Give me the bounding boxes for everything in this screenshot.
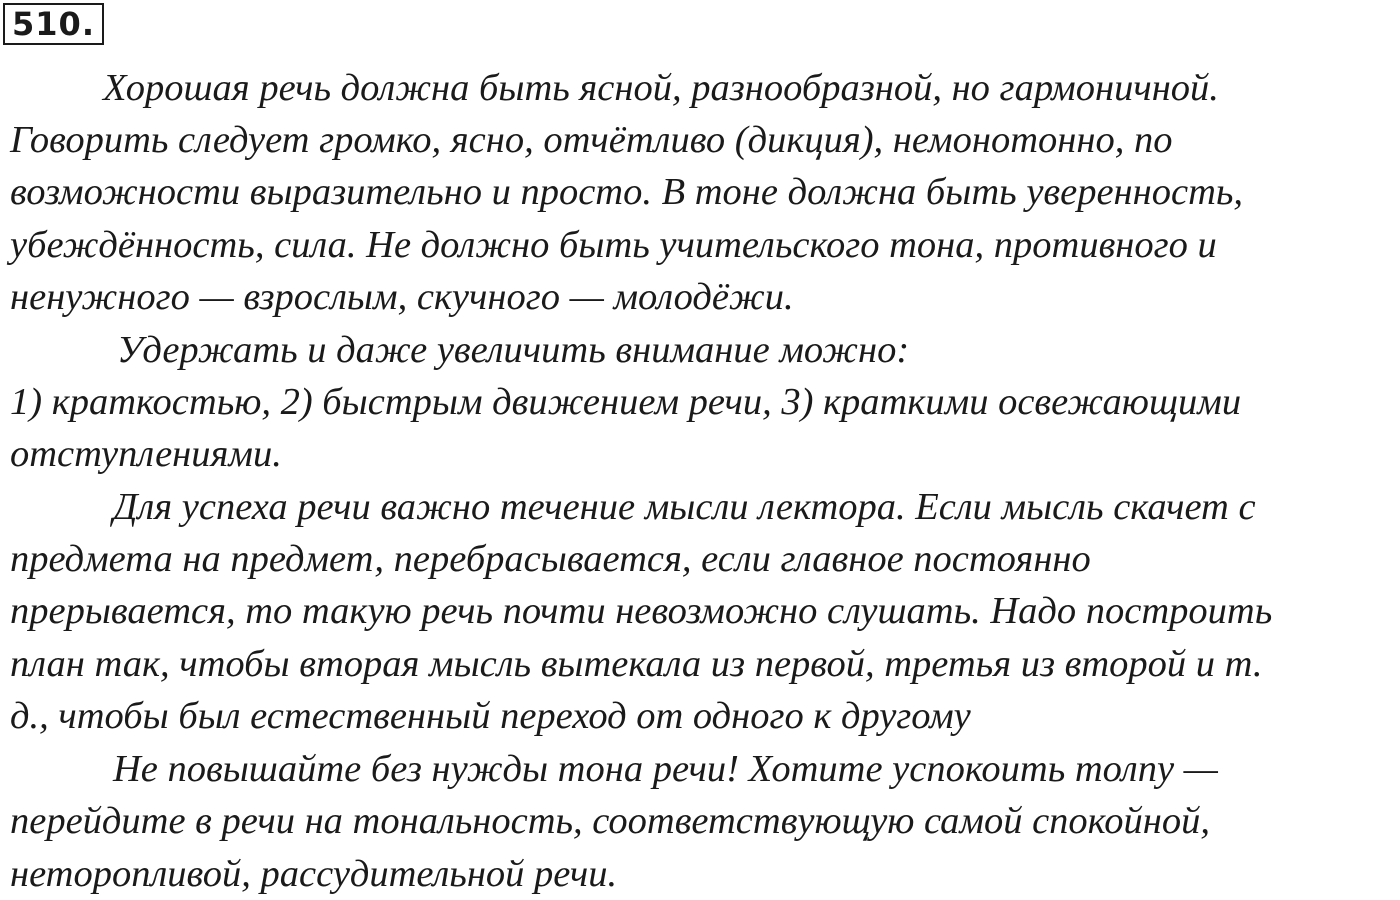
text-line: прерывается, то такую речь почти невозможно слушать. Надо построить — [10, 590, 1273, 632]
text-line: возможности выразительно и просто. В тоне должна быть уверенность, — [10, 171, 1244, 213]
text-line: Не повышайте без нужды тона речи! Хотите успокоить толпу — — [113, 748, 1218, 790]
text-line: убеждённость, сила. Не должно быть учительского тона, противного и — [10, 224, 1217, 266]
text-line: Для успеха речи важно течение мысли лектора. Если мысль скачет с — [113, 486, 1256, 528]
text-line: неторопливой, рассудительной речи. — [10, 853, 618, 895]
text-line: перейдите в речи на тональность, соответствующую самой спокойной, — [10, 800, 1210, 842]
text-line: Удержать и даже увеличить внимание можно: — [117, 329, 910, 371]
text-line: д., чтобы был естественный переход от одного к другому — [10, 695, 971, 737]
text-line: план так, чтобы вторая мысль вытекала из первой, третья из второй и т. — [10, 643, 1263, 685]
text-line: 1) краткостью, 2) быстрым движением речи, 3) краткими освежающими — [10, 381, 1242, 423]
text-line: Хорошая речь должна быть ясной, разнообразной, но гармоничной. — [103, 67, 1219, 109]
text-line: ненужного — взрослым, скучного — молодёжи. — [10, 276, 794, 318]
text-line: отступлениями. — [10, 433, 282, 475]
text-line: предмета на предмет, перебрасывается, если главное постоянно — [10, 538, 1091, 580]
exercise-number: 510. — [3, 3, 104, 45]
text-line: Говорить следует громко, ясно, отчётливо (дикция), немонотонно, по — [10, 119, 1173, 161]
